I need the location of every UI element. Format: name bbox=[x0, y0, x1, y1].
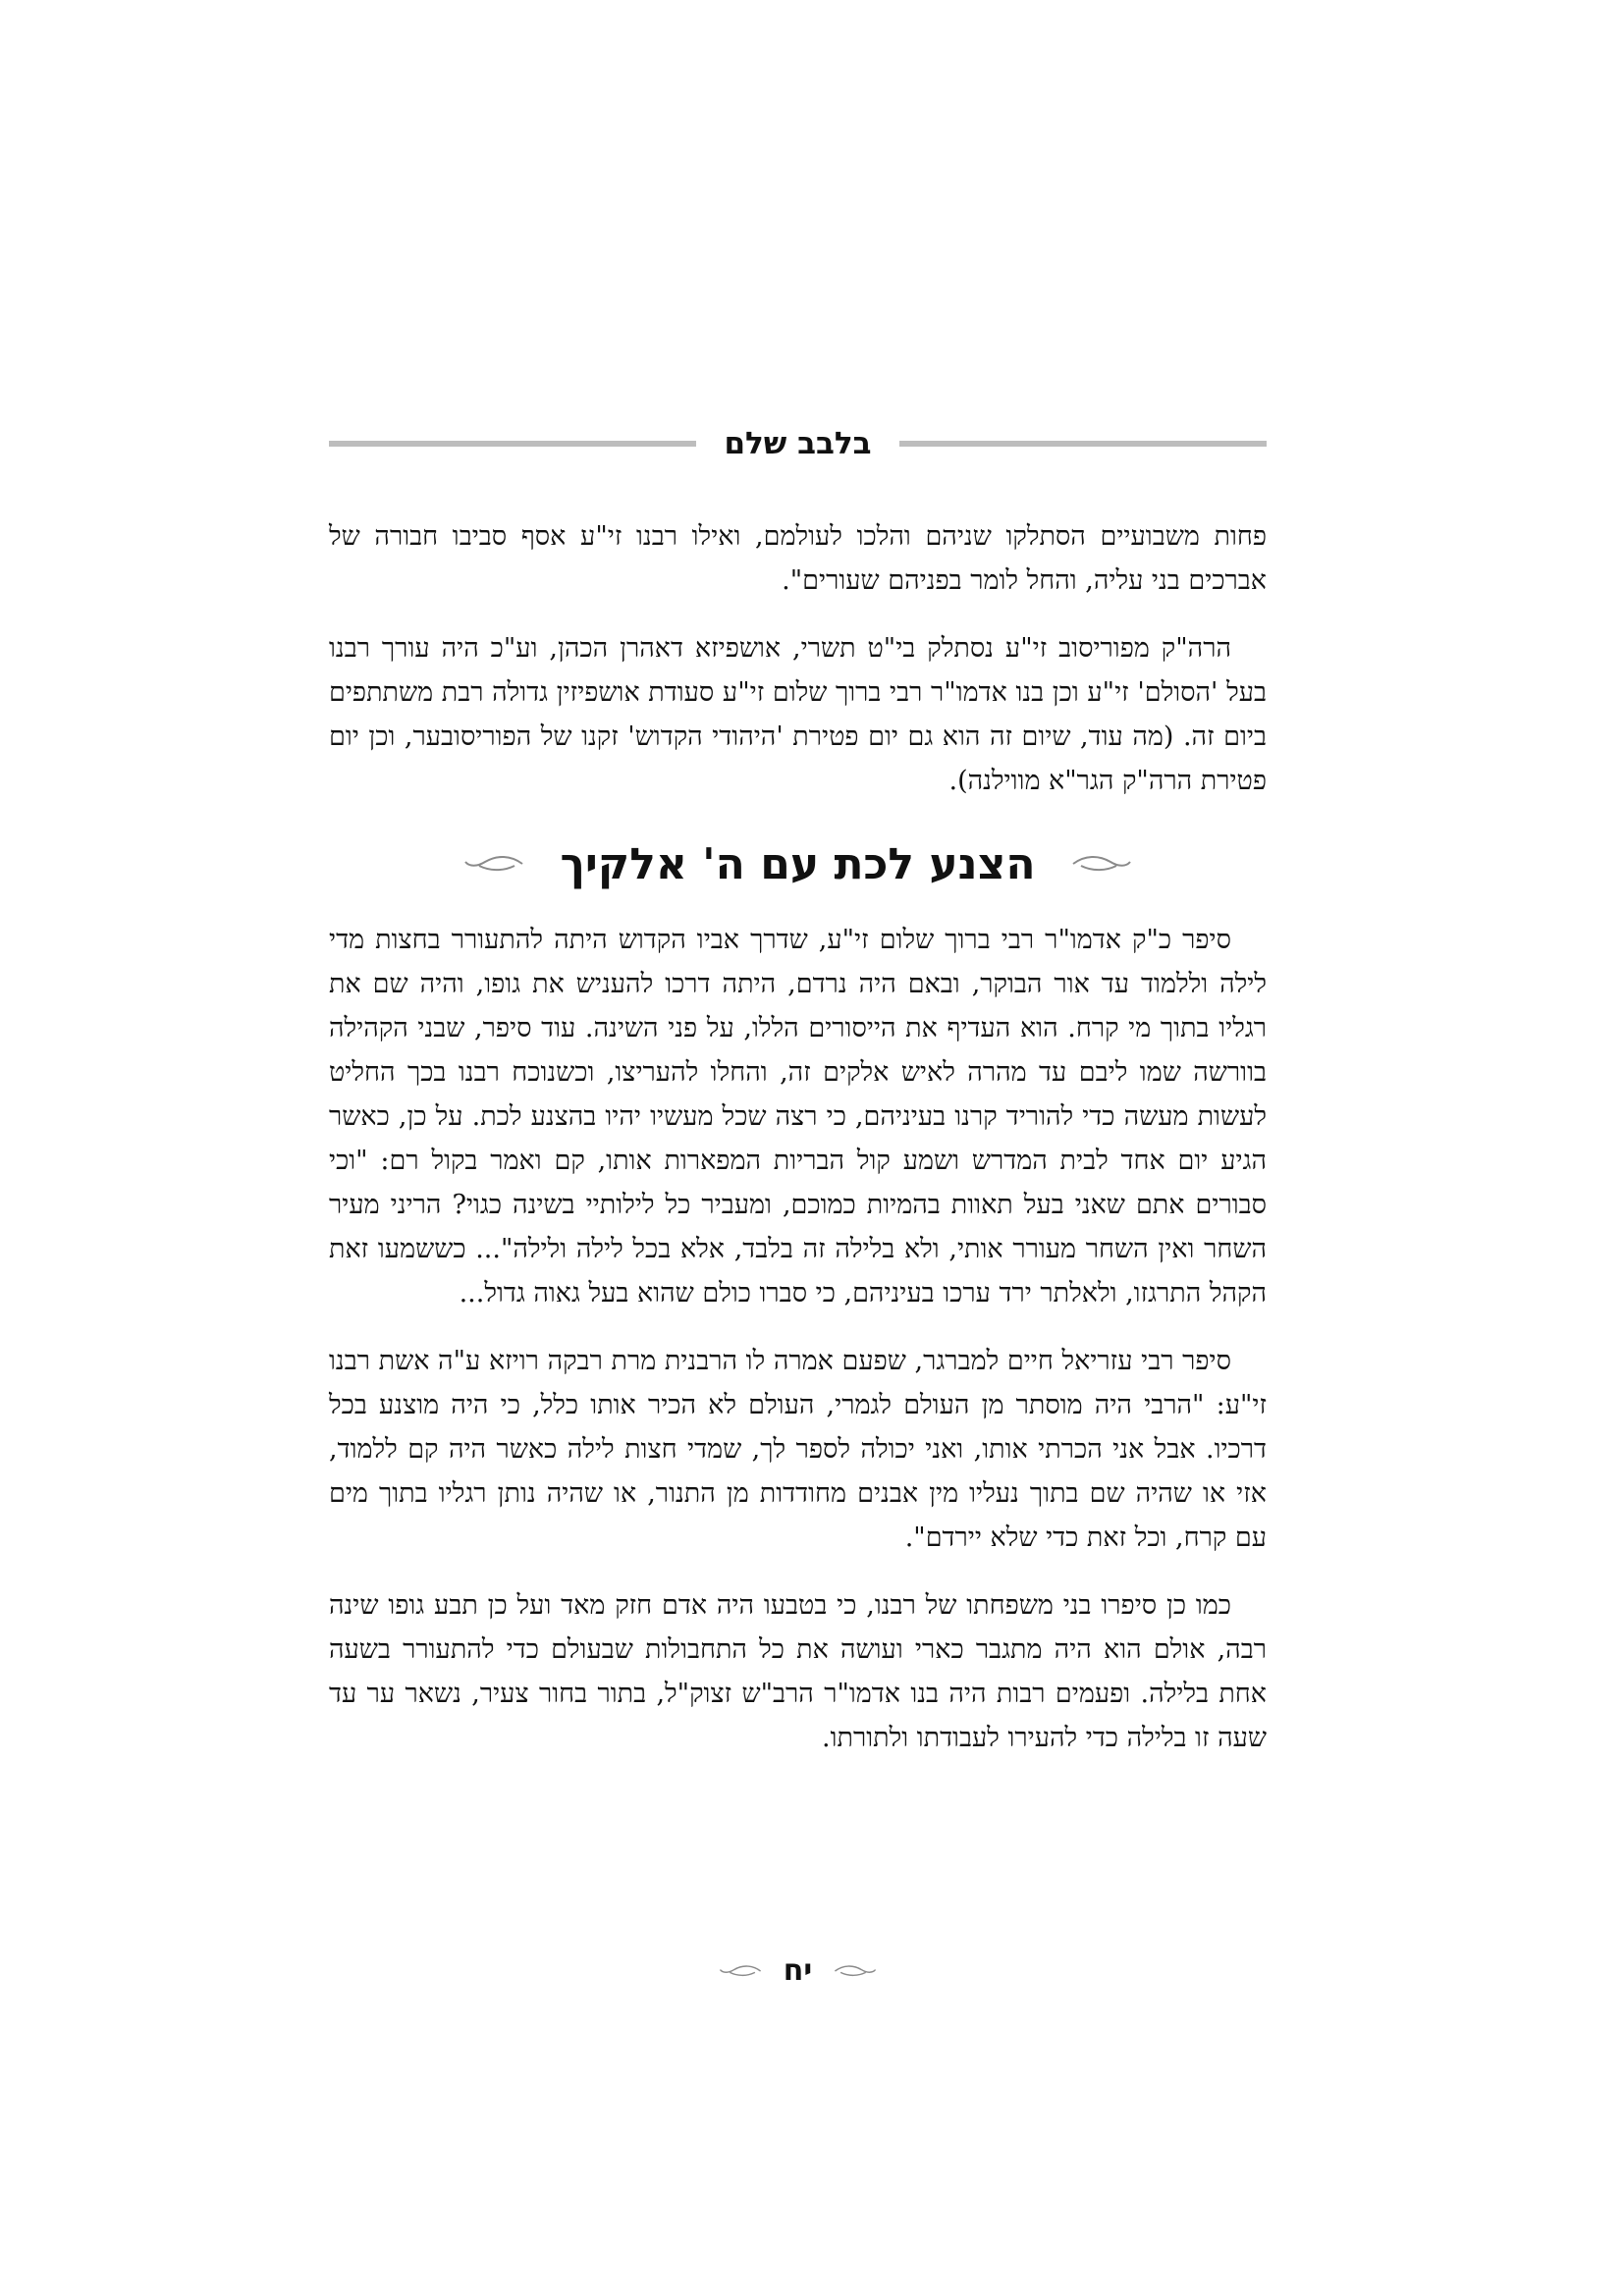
intro-text bbox=[329, 514, 1267, 827]
running-title: בלבב שלם bbox=[724, 426, 872, 461]
section-paragraph-1: סיפר כ"ק אדמו"ר רבי ברוך שלום זי"ע, שדרך אביו הקדוש היתה להתעורר בחצות מדי לילה וללמוד עד אור הבוקר, ובאם היה נרדם, היתה דרכו להעניש את גופו, והיה שם את רגליו בתוך מי קרח. הוא העדיף את הייסורים הללו, על פני השינה. עוד סיפר, שבני הקהילה בוורשה שמו ליבם עד מהרה לאיש אלקים זה, והחלו להעריצו, וכשנוכח רבנו בכך החליט לעשות מעשה כדי להוריד קרנו בעיניהם, כי רצה שכל מעשיו יהיו בהצנע לכת. על כן, כאשר הגיע יום אחד לבית המדרש ושמע קול הבריות המפארות אותו, קם ואמר בקול רם: "וכי סבורים אתם שאני בעל תאוות בהמיות כמוכם, ומעביר כל לילותיי בשינה כגוי? הריני מעיר השחר ואין השחר מעורר אותי, ולא בלילה זה בלבד, אלא בכל לילה ולילה"... כששמעו זאת הקהל התרגזו, ולאלתר ירד ערכו בעיניהם, כי סברו כולם שהוא בעל גאוה גדול... bbox=[329, 925, 1267, 1308]
header-rule-right bbox=[899, 441, 1267, 447]
section-title: הצנע לכת עם ה' אלקיך bbox=[560, 838, 1036, 889]
ornament-swirl-icon bbox=[834, 1962, 877, 1980]
intro-paragraph-2: הרה"ק מפוריסוב זי"ע נסתלק בי"ט תשרי, אושפיזא דאהרן הכהן, וע"כ היה עורך רבנו בעל 'הסולם' זי"ע וכן בנו אדמו"ר רבי ברוך שלום זי"ע סעודת אושפיזין גדולה רבת משתתפים ביום זה. (מה עוד, שיום זה הוא גם יום פטירת 'היהודי הקדוש' זקנו של הפוריסובער, וכן יום פטירת הרה"ק הגר"א מווילנה). bbox=[329, 633, 1267, 796]
page-folio bbox=[329, 1953, 1267, 1988]
running-header bbox=[329, 422, 1267, 465]
section-paragraph-2: סיפר רבי עזריאל חיים למברגר, שפעם אמרה לו הרבנית מרת רבקה רויזא ע"ה אשת רבנו זי"ע: "הרבי היה מוסתר מן העולם לגמרי, העולם לא הכיר אותו כלל, כי היה מוצנע בכל דרכיו. אבל אני הכרתי אותו, ואני יכולה לספר לך, שמדי חצות לילה כאשר היה קם ללמוד, אזי או שהיה שם בתוך נעליו מין אבנים מחודדות מן התנור, או שהיה נותן רגליו בתוך מים עם קרח, וכל זאת כדי שלא יירדם". bbox=[329, 1346, 1267, 1553]
ornament-swirl-icon bbox=[1071, 853, 1132, 875]
section-heading bbox=[329, 829, 1267, 898]
section-paragraph-3: כמו כן סיפרו בני משפחתו של רבנו, כי בטבעו היה אדם חזק מאד ועל כן תבע גופו שינה רבה, אולם הוא היה מתגבר כארי ועושה את כל התחבולות שבעולם כדי להתעורר בשעה אחת בלילה. ופעמים רבות היה בנו אדמו"ר הרב"ש זצוק"ל, בתור בחור צעיר, נשאר ער עד שעה זו בלילה כדי להעירו לעבודתו ולתורתו. bbox=[329, 1590, 1267, 1753]
ornament-swirl-icon bbox=[463, 853, 524, 875]
page-number: יח bbox=[783, 1953, 813, 1988]
ornament-swirl-icon bbox=[719, 1962, 762, 1980]
intro-paragraph-1: פחות משבועיים הסתלקו שניהם והלכו לעולמם, ואילו רבנו זי"ע אסף סביבו חבורה של אברכים בני עליה, והחל לומר בפניהם שעורים". bbox=[329, 521, 1267, 596]
header-rule-left bbox=[329, 441, 696, 447]
section-body bbox=[329, 918, 1267, 1784]
